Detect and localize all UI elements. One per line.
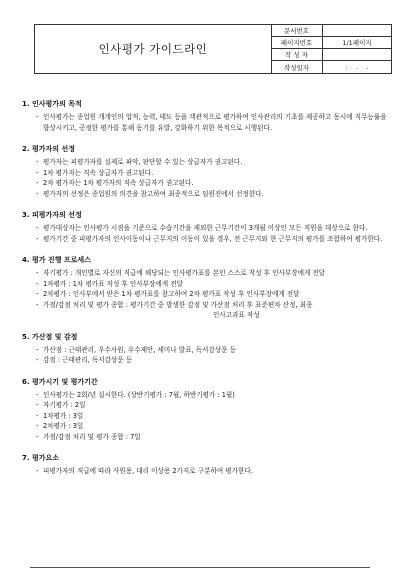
dash-bullet: - bbox=[36, 113, 39, 121]
section-evaluatee bbox=[22, 211, 390, 244]
dash-bullet: - bbox=[36, 279, 39, 288]
footer-divider bbox=[30, 567, 370, 568]
item-text: 평가기간 중 피평가자의 인사이동이나 근무지의 이동이 있을 경우, 전 근무지와 현 근무지의 평가를 조합하여 평가한다. bbox=[43, 234, 383, 243]
dash-bullet: - bbox=[36, 356, 39, 364]
list-item bbox=[22, 157, 390, 168]
section-points bbox=[22, 333, 390, 366]
document-title: 인사평가 가이드라인 bbox=[35, 25, 272, 73]
dash-bullet: - bbox=[36, 390, 39, 399]
list-item bbox=[22, 432, 390, 443]
meta-row-author bbox=[271, 49, 391, 61]
list-item bbox=[22, 355, 390, 366]
dash-bullet: - bbox=[36, 345, 39, 354]
item-text: 인사평가는 종업원 개개인의 업적, 능력, 태도 등을 객관적으로 평가하여 인사관리의 기초를 제공하고 동시에 직무능률을 향상시키고, 공정한 평가를 통해 동기를 유발, 강화하기 위한 목적으로 시행된다. bbox=[43, 113, 387, 132]
list-item bbox=[22, 390, 390, 401]
dash-bullet: - bbox=[36, 179, 39, 187]
section-title: 6. 평가시기 및 평가기간 bbox=[22, 377, 98, 386]
meta-label: 작성일자 bbox=[271, 61, 323, 73]
item-text: 평가자의 선정은 종업원의 의견을 참고하여 최종적으로 임원진에서 선정한다. bbox=[43, 189, 264, 198]
section-title: 1. 인사평가의 목적 bbox=[22, 100, 82, 108]
dash-bullet: - bbox=[36, 168, 39, 177]
list-item bbox=[22, 223, 390, 234]
item-text: 가점/감점 처리 및 평가 종합 : 7일 bbox=[43, 432, 141, 441]
list-item bbox=[22, 178, 390, 189]
dash-bullet: - bbox=[36, 234, 39, 243]
dash-bullet: - bbox=[36, 401, 39, 409]
dash-bullet: - bbox=[36, 432, 39, 441]
document-meta bbox=[271, 25, 391, 73]
item-text: 1차평가 : 1차 평가표 작성 후 인사부장에게 전달 bbox=[43, 279, 183, 288]
dash-bullet: - bbox=[36, 224, 39, 232]
list-item bbox=[22, 345, 390, 356]
list-item bbox=[22, 168, 390, 179]
item-text: 인사평가는 2회/년 실시한다. (상반기평가 : 7월, 하반기평가 : 1월) bbox=[43, 390, 235, 399]
item-text: 2차평가 : 인사부에서 받은 1차 평가표를 참고하여 2차 평가표 작성 후 인사부장에게 전달 bbox=[43, 290, 300, 298]
meta-value: 1/1페이지 bbox=[342, 39, 372, 47]
item-text: 자기평가 : 2일 bbox=[43, 401, 86, 409]
document-body bbox=[22, 100, 390, 489]
list-item bbox=[22, 400, 390, 411]
meta-label: 페이지번호 bbox=[271, 37, 323, 48]
dash-bullet: - bbox=[36, 269, 39, 277]
item-text: 1차평가 : 3일 bbox=[43, 411, 84, 420]
meta-label: 문서번호 bbox=[271, 25, 323, 36]
section-purpose bbox=[22, 100, 390, 133]
section-title: 4. 평가 진행 프로세스 bbox=[22, 256, 91, 264]
item-text: 가점/감점 처리 및 평가 종합 : 평가기간 중 발생한 감점 및 가산점 처리 후 표준편차 산정, 최종 bbox=[43, 300, 313, 309]
list-item bbox=[22, 112, 390, 133]
item-text: 1차 평가자는 직속 상급자가 권고된다. bbox=[43, 168, 154, 177]
list-item bbox=[22, 466, 390, 477]
list-item bbox=[22, 411, 390, 422]
list-item bbox=[22, 234, 390, 245]
meta-row-doc-number bbox=[271, 25, 391, 37]
dash-bullet: - bbox=[36, 467, 39, 475]
list-item bbox=[22, 421, 390, 432]
meta-label: 작 성 자 bbox=[271, 49, 323, 60]
section-title: 3. 피평가자의 선정 bbox=[22, 211, 82, 219]
item-text: 2차평가 : 3일 bbox=[43, 422, 84, 430]
dash-bullet: - bbox=[36, 422, 39, 430]
meta-row-page-number bbox=[271, 37, 391, 49]
dash-bullet: - bbox=[36, 189, 39, 198]
item-text: 감점 : 근태관리, 독서감상문 등 bbox=[43, 356, 133, 364]
section-title: 7. 평가요소 bbox=[22, 454, 60, 462]
dash-bullet: - bbox=[36, 158, 39, 166]
item-text: 평가자는 피평가자를 실제로 파악, 판단할 수 있는 상급자가 권고된다. bbox=[43, 158, 243, 166]
item-text: 평가대상자는 인사평가 시점을 기준으로 수습기간을 제외한 근무기간이 3개월 이상인 모든 직원을 대상으로 한다. bbox=[43, 224, 368, 232]
list-item bbox=[22, 279, 390, 290]
list-item bbox=[22, 268, 390, 279]
section-process bbox=[22, 256, 390, 321]
meta-value: . . . bbox=[345, 63, 369, 71]
meta-value bbox=[323, 49, 391, 60]
dash-bullet: - bbox=[36, 300, 39, 309]
item-text: 2차 평가자는 1차 평가자의 직속 상급자가 권고된다. bbox=[43, 179, 194, 187]
list-item bbox=[22, 300, 390, 311]
document-header-table bbox=[34, 24, 392, 74]
dash-bullet: - bbox=[36, 411, 39, 420]
section-schedule bbox=[22, 378, 390, 443]
section-evaluator bbox=[22, 145, 390, 199]
meta-value bbox=[323, 25, 391, 36]
section-elements bbox=[22, 454, 390, 477]
list-item bbox=[22, 189, 390, 200]
list-item bbox=[22, 289, 390, 300]
meta-row-date bbox=[271, 61, 391, 73]
list-item-continuation: 인사고과표 작성 bbox=[213, 311, 260, 319]
item-text: 피평가자의 직급에 따라 사원용, 대리 이상용 2가지로 구분하여 평가한다. bbox=[43, 467, 253, 475]
dash-bullet: - bbox=[36, 290, 39, 298]
item-text: 가산점 : 근태관리, 우수사원, 우수제안, 세미나 발표, 독서감상문 등 bbox=[43, 345, 236, 354]
section-title: 2. 평가자의 선정 bbox=[22, 145, 75, 153]
item-text: 자기평가 : 개인별로 자신의 직급에 해당되는 인사평가표를 본인 스스로 작성 후 인사부장에게 전달 bbox=[43, 269, 326, 277]
section-title: 5. 가산점 및 감점 bbox=[22, 332, 78, 341]
